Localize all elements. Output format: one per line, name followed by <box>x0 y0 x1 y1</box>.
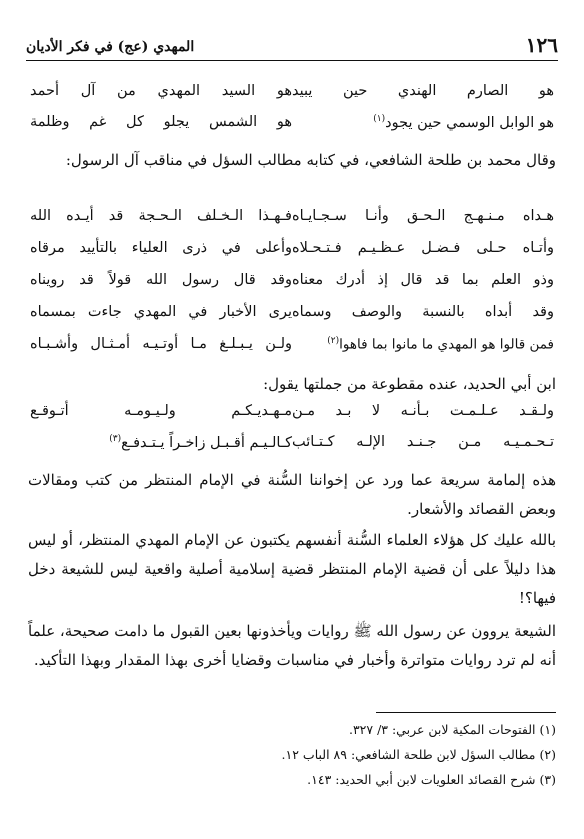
verse-text: فمن قالوا هو المهدي ما مانوا بما فاهوا <box>339 336 554 353</box>
footnote-divider <box>376 712 556 713</box>
verse-text: هو الوابل الوسمي حين يجود <box>385 114 554 131</box>
paragraph: وقال محمد بن طلحة الشافعي، في كتابه مطالب السؤل في مناقب آل الرسول: <box>65 151 556 169</box>
verse-line <box>30 272 554 288</box>
verse-right-hemistich: وذو العلم بما قد قال إذ أدرك معناه <box>292 272 554 288</box>
verse-line <box>30 403 554 419</box>
verse-left-hemistich: مـهـديـكـم ولـيـومـه أتـوقـع <box>30 403 292 419</box>
footnote-text: الفتوحات المكية لابن عربي: ٣/ ٣٢٧. <box>348 722 536 737</box>
verse-right-hemistich: وأتـاه حـلى فـضـل عـظـيـم فـتـحـلاه <box>292 240 554 256</box>
verse-right-hemistich: هو الصارم الهندي حين يبيد <box>292 83 554 99</box>
verse-right-hemistich: هـداه مـنـهـج الـحـق وأنـا سـجـايـاه <box>292 208 554 224</box>
verse-left-hemistich: وأعلى في ذرى العلياء بالتأييد مرقاه <box>30 240 292 256</box>
verse-line <box>30 240 554 256</box>
verse-line <box>30 304 554 320</box>
verse-line <box>30 336 554 353</box>
footnote-text: مطالب السؤل لابن طلحة الشافعي: ٨٩ الباب ١٢. <box>281 747 536 762</box>
verse-line <box>30 83 554 99</box>
verse-right-hemistich <box>292 114 554 131</box>
verse-text: كـالـيـم أقـبـل زاخـراً يـتـدفـع <box>121 434 292 451</box>
paragraph: بالله عليك كل هؤلاء العلماء السُّنة أنفسهم يكتبون عن الإمام المهدي المنتظر، أو ليس هذا دليلاً على أن قضية الإمام المنتظر قضية إسلامية أصلية واقعية ليس للشيعة دخل فيها؟! <box>28 531 556 607</box>
footnote-text: شرح القصائد العلويات لابن أبي الحديد: ١٤٣. <box>307 772 536 787</box>
footnote <box>28 767 556 792</box>
verse-right-hemistich: تـحـمـيـه مـن جـنـد الإلـه كـتـائب <box>292 434 554 450</box>
footnote-ref: (١) <box>373 114 386 124</box>
footnotes <box>28 717 556 792</box>
verse-left-hemistich: هو الشمس يجلو كل غم وظلمة <box>30 114 292 130</box>
verse-left-hemistich <box>30 434 292 451</box>
footnote <box>28 742 556 767</box>
verse-right-hemistich <box>292 336 554 353</box>
paragraph: ابن أبي الحديد، عنده مقطوعة من جملتها يقول: <box>263 375 556 393</box>
footnote-ref: (٣) <box>109 434 122 444</box>
footnote <box>28 717 556 742</box>
verse-left-hemistich: وقد قال رسول الله قولاً قد رويناه <box>30 272 292 288</box>
page-number: ١٢٦ <box>525 33 558 57</box>
verse-line <box>30 114 554 131</box>
footnote-ref: (٢) <box>327 336 340 346</box>
footnote-number: (١) <box>539 722 556 737</box>
verse-left-hemistich: هو السيد المهدي من آل أحمد <box>30 83 292 99</box>
paragraph: الشيعة يروون عن رسول الله ﷺ روايات ويأخذونها بعين القبول ما دامت صحيحة، علماً أنه لم ترد روايات متواترة وأخبار في مناسبات وقضايا أخرى بهذا المقدار وبهذا التأكيد. <box>28 622 556 669</box>
running-title: المهدي (عج) في فكر الأديان <box>26 39 195 55</box>
paragraph: هذه إلمامة سريعة عما ورد عن إخواننا السُّنة في الإمام المنتظر من كتب ومقالات وبعض القصائد والأشعار. <box>28 471 556 518</box>
verse-left-hemistich: يرى الأخبار في المهدي جاءت بمسماه <box>30 304 292 320</box>
footnote-number: (٢) <box>539 747 556 762</box>
page-header <box>26 30 558 61</box>
verse-line <box>30 434 554 451</box>
verse-line <box>30 208 554 224</box>
verse-left-hemistich: ولـن يـبـلـغ مـا أوتـيـه أمـثـال وأشـبـاه <box>30 336 292 352</box>
footnote-number: (٣) <box>539 772 556 787</box>
verse-right-hemistich: وقد أبداه بالنسبة والوصف وسماه <box>292 304 554 320</box>
verse-left-hemistich: فـهـذا الـخـلف الـحـجة قد أيـده الله <box>30 208 292 224</box>
verse-right-hemistich: ولـقـد عـلـمـت بـأنـه لا بـد مـن <box>292 403 554 419</box>
